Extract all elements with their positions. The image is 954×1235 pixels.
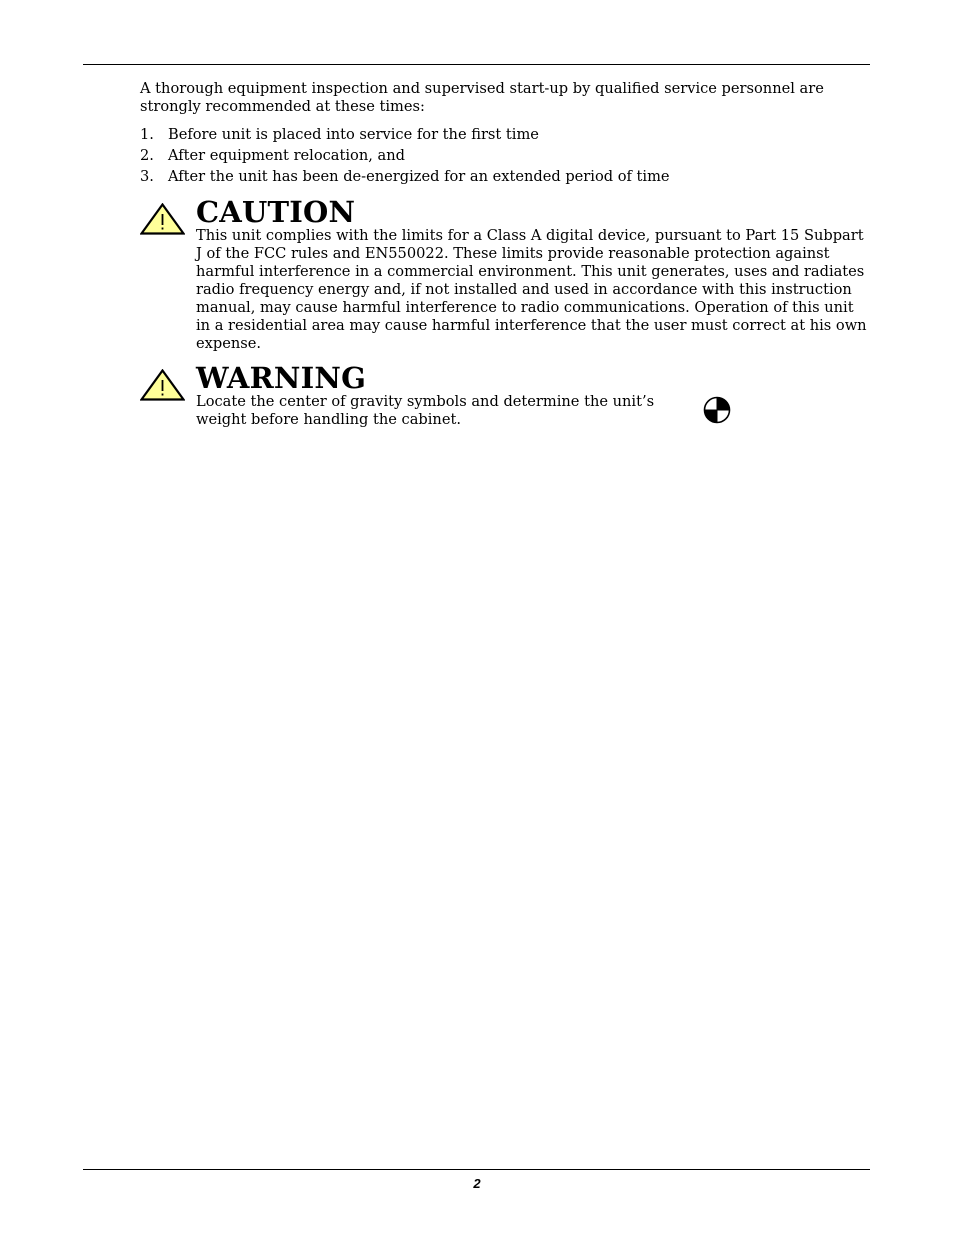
- list-item: [140, 124, 870, 145]
- center-of-gravity-icon: [703, 396, 731, 424]
- warning-body: Locate the center of gravity symbols and determine the unit’s weight before handling the cabinet.: [196, 393, 655, 428]
- footer-rule: [83, 1169, 870, 1170]
- list-item-number: 3.: [140, 168, 154, 185]
- list-item: [140, 145, 870, 166]
- inspection-list: [140, 124, 870, 187]
- caution-heading: CAUTION: [196, 195, 356, 229]
- caution-body: This unit complies with the limits for a Class A digital device, pursuant to Part 15 Subpart J of the FCC rules and EN550022. These limits provide reasonable protection against harmful interference in a commercial environment. This unit generates, uses and radiates radio frequency energy and, if not installed and used in accordance with this instruction manual, may cause harmful interference to radio communications. Operation of this unit in a residential area may cause harmful interference that the user must correct at his own expense.: [196, 227, 867, 352]
- warning-triangle-icon: [140, 369, 185, 401]
- caution-warning-triangle-icon: [140, 203, 185, 235]
- header-rule: [83, 64, 870, 65]
- list-item: [140, 166, 870, 187]
- list-item-number: 2.: [140, 147, 154, 164]
- list-item-text: After the unit has been de-energized for an extended period of time: [168, 168, 670, 185]
- list-item-number: 1.: [140, 126, 154, 143]
- warning-heading: WARNING: [196, 361, 367, 395]
- list-item-text: After equipment relocation, and: [168, 147, 405, 164]
- page-number: 2: [473, 1176, 481, 1191]
- list-item-text: Before unit is placed into service for the first time: [168, 126, 539, 143]
- intro-paragraph: A thorough equipment inspection and supervised start-up by qualified service personnel are strongly recommended at these times:: [140, 80, 824, 115]
